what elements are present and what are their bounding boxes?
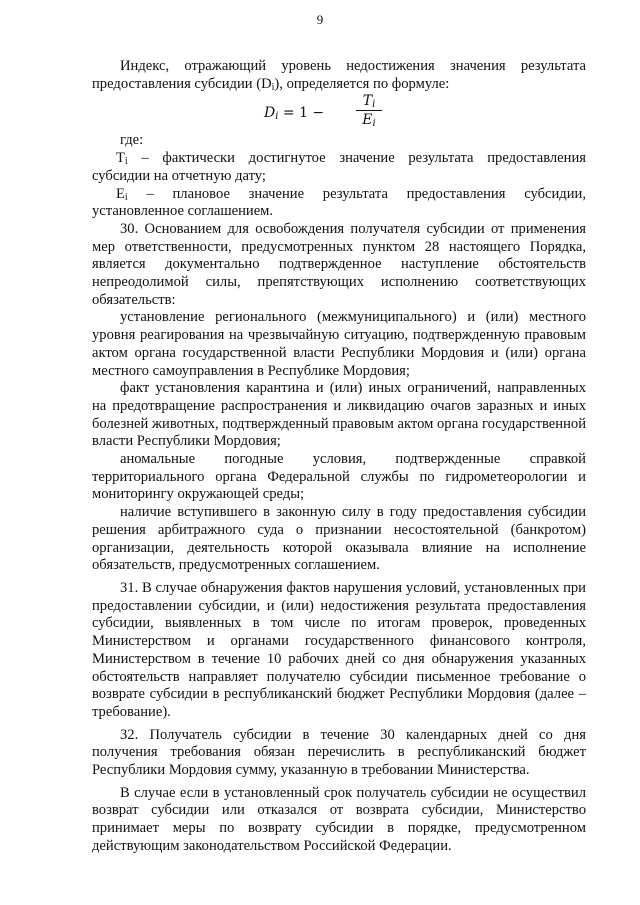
paragraph-30-item-4: наличие вступившего в законную силу в году предоставления субсидии решения арбитражного суда о признании несостоятельной (банкротом) организации, деятельность которой оказывала влияние на исполнение обязательств, предусмотренных соглашением.: [92, 504, 586, 574]
paragraph-index-definition: Индекс, отражающий уровень недостижения значения результата предоставления субсидии $(D_i)$, определяется по формуле:: [92, 58, 586, 93]
page-number: 9: [316, 12, 324, 27]
paragraph-30-item-2: факт установления карантина и (или) иных ограничений, направленных на предотвращение распространения и ликвидацию очагов заразных и иных болезней животных, подтвержденный правовым актом органа государственной власти Республики Мордовия;: [92, 380, 587, 450]
formula-numerator: $T_i$: [356, 93, 382, 111]
paragraph-30: 30. Основанием для освобождения получателя субсидии от применения мер ответственности, предусмотренных пунктом 28 настоящего Порядка, является документально подтвержденное наступление обстоятельств непреодолимой силы, препятствующих исполнению соответствующих обязательств:: [92, 220, 586, 308]
formula-fraction: [356, 93, 382, 129]
paragraph-33: В случае если в установленный срок получатель субсидии не осуществил возврат субсидии или отказался от возврата субсидии, Министерство принимает меры по возврату субсидии в порядке, предусмотренном действующим законодательством Российской Федерации.: [92, 784, 586, 854]
paragraph-31: 31. В случае обнаружения фактов нарушения условий, установленных при предоставлении субсидии, и (или) недостижения результата предоставления субсидии, выявленных в том числе по итогам проверок, проведенных Министерством и органами государственного финансового контроля, Министерством в течение 10 рабочих дней со дня обнаружения указанных обстоятельств направляет получателю субсидии письменное требование о возврате субсидии в республиканский бюджет Республики Мордовия (далее – требование).: [92, 579, 586, 720]
formula: [92, 93, 586, 132]
paragraph-30-item-1: установление регионального (межмуниципального) и (или) местного уровня реагирования на чрезвычайную ситуацию, подтвержденную правовым актом органа государственной власти Республики Мордовия и (или) органа местного самоуправления в Республике Мордовия;: [92, 309, 586, 379]
document-body: [92, 58, 586, 856]
paragraph-32: 32. Получатель субсидии в течение 30 календарных дней со дня получения требования обязан перечислить в республиканский бюджет Республики Мордовия сумму, указанную в требовании Министерства.: [92, 726, 586, 779]
paragraph-30-item-3: аномальные погодные условия, подтвержденные справкой территориального органа Федеральной службы по гидрометеорологии и мониторингу окружающей среды;: [92, 451, 586, 503]
formula-lhs: $D_i = 1$ −: [264, 105, 325, 123]
formula-denominator: $E_i$: [362, 112, 376, 130]
definition-e: $E_i$ – плановое значение результата предоставления субсидии, установленное соглашением.: [92, 185, 586, 220]
where-label: где:: [120, 132, 144, 149]
definition-t: $T_i$ – фактически достигнутое значение результата предоставления субсидии на отчетную дату;: [92, 150, 586, 184]
